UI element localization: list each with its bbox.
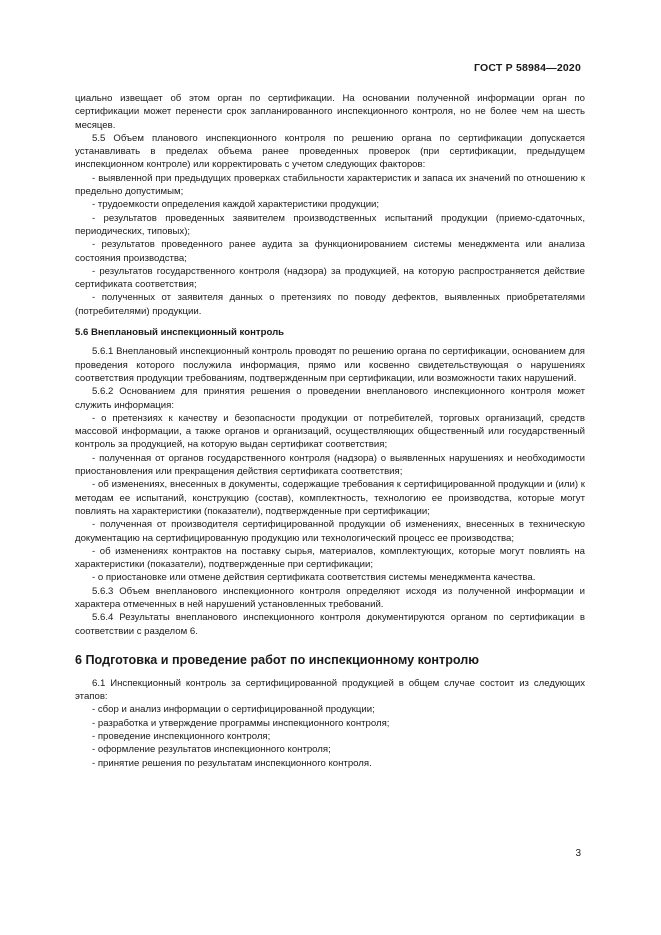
list-item: - об изменениях контрактов на поставку сырья, материалов, комплектующих, которые могут повлиять на характеристики (показатели), подтвержденные при сертификации;	[75, 545, 585, 571]
list-item: - результатов государственного контроля (надзора) за продукцией, на которую распространяется действие сертификата соответствия;	[75, 265, 585, 291]
list-item: - выявленной при предыдущих проверках стабильности характеристик и запаса их значений по отношению к предельно допустимым;	[75, 172, 585, 198]
list-item: - полученная от производителя сертифицированной продукции об изменениях, внесенных в техническую документацию на сертифицированную продукцию или технологический процесс ее производства;	[75, 519, 585, 544]
subsection-heading: 5.6 Внеплановый инспекционный контроль	[75, 327, 285, 339]
list-item: - сбор и анализ информации о сертифицированной продукции;	[92, 704, 375, 716]
list-item: - разработка и утверждение программы инспекционного контроля;	[92, 717, 390, 729]
list-item: - о приостановке или отмене действия сертификата соответствия системы менеджмента качества.	[92, 572, 536, 584]
page-number: 3	[575, 848, 581, 859]
paragraph: 5.6.1 Внеплановый инспекционный контроль проводят по решению органа по сертификации, основанием для проведения которого послужила информация, прямо или косвенно свидетельствующая о нарушениях соответствия продукции требованиям, подтвержденным при сертификации, или возможности таких нарушений.	[75, 346, 585, 384]
list-item: - полученная от органов государственного контроля (надзора) о выявленных нарушениях и необходимости приостановления или прекращения действия сертификата соответствия;	[75, 452, 585, 478]
list-item: - об изменениях, внесенных в документы, содержащие требования к сертифицированной продукции и (или) к методам ее испытаний, конструкцию (состав), комплектность, технологию ее производства, которые могут повлиять на характеристики (показатели), подтвержденные при сертификации;	[75, 479, 585, 517]
list-item: - трудоемкости определения каждой характеристики продукции;	[92, 199, 380, 211]
document-code-header: ГОСТ Р 58984—2020	[473, 62, 581, 74]
list-item: - о претензиях к качеству и безопасности продукции от потребителей, торговых организаций, средств массовой информации, а также органов и организаций, осуществляющих общественный или государственный контроль за продукцией, на которую выдан сертификат соответствия;	[75, 412, 585, 451]
list-item: - принятие решения по результатам инспекционного контроля.	[92, 757, 372, 769]
paragraph: 5.6.4 Результаты внепланового инспекционного контроля документируются органом по сертификации в соответствии с разделом 6.	[75, 612, 585, 637]
list-item: - результатов проведенного ранее аудита за функционированием системы менеджмента или анализа состояния производства;	[75, 239, 585, 264]
list-item: - проведение инспекционного контроля;	[92, 731, 271, 743]
paragraph: 5.6.3 Объем внепланового инспекционного контроля определяют исходя из полученной информации и характера отмеченных в ней нарушений установленных требований.	[75, 585, 585, 610]
paragraph: циально извещает об этом орган по сертификации. На основании полученной информации орган по сертификации может перенести срок запланированного инспекционного контроля, но не более чем на шесть месяцев.	[75, 93, 585, 131]
paragraph: 5.5 Объем планового инспекционного контроля по решению органа по сертификации допускается устанавливать в пределах объема ранее проведенных проверок (при сертификации, предыдущем инспекционном контроле) или корректировать с учетом следующих факторов:	[75, 132, 585, 171]
list-item: - оформление результатов инспекционного контроля;	[92, 744, 331, 756]
paragraph: 6.1 Инспекционный контроль за сертифицированной продукцией в общем случае состоит из следующих этапов:	[75, 677, 585, 703]
list-item: - полученных от заявителя данных о претензиях по поводу дефектов, выявленных приобретателями (потребителями) продукции.	[75, 292, 585, 317]
document-body	[75, 92, 585, 770]
section-heading: 6 Подготовка и проведение работ по инспекционному контролю	[75, 652, 480, 667]
paragraph: 5.6.2 Основанием для принятия решения о проведении внепланового инспекционного контроля может служить информация:	[75, 386, 585, 411]
list-item: - результатов проведенных заявителем производственных испытаний продукции (приемо-сдаточных, периодических, типовых);	[75, 212, 585, 237]
